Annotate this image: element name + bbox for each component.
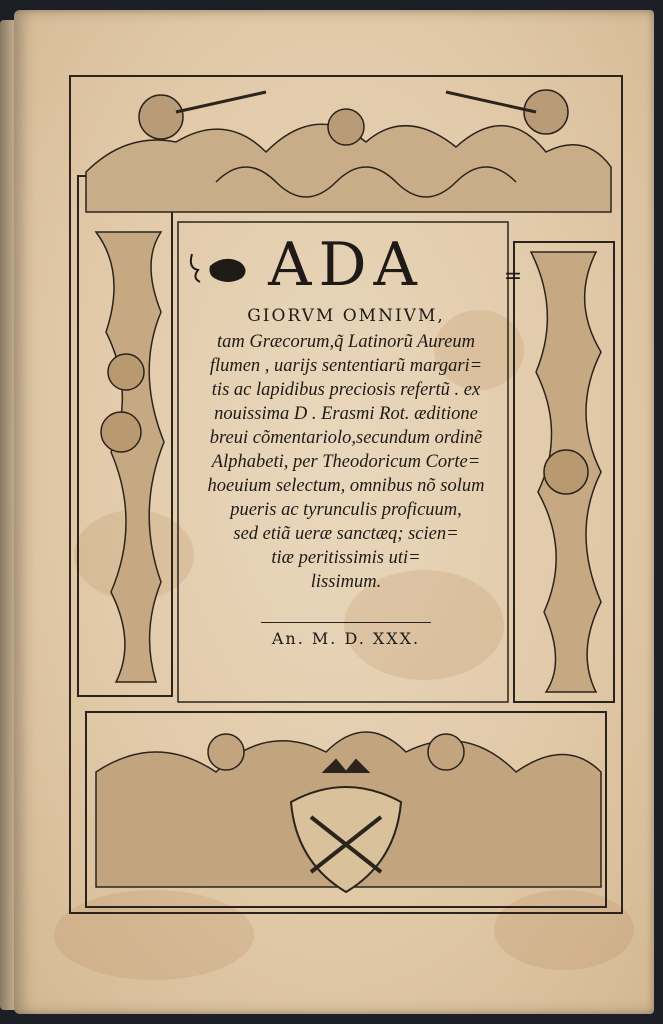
subtitle-line: tiæ peritissimis uti=	[271, 548, 421, 568]
subtitle-line: tis ac lapidibus preciosis refertũ . ex	[211, 380, 481, 400]
subtitle-line: nouissima D . Erasmi Rot. æditione	[214, 404, 478, 424]
subtitle-line: Alphabeti, per Theodoricum Corte=	[211, 452, 481, 472]
imprint-date: An. M. D. XXX.	[271, 629, 421, 648]
right-pillar	[531, 252, 601, 692]
subtitle-line: tam Græcorum,q̃ Latinorũ Aureum	[217, 332, 475, 352]
subtitle-line: flumen , uarijs sententiarũ margari=	[209, 356, 483, 376]
title-line	[186, 228, 523, 302]
title-continuation: GIORVM OMNIVM,	[247, 306, 445, 326]
title-text-block	[186, 228, 523, 698]
title-hyphen: =	[503, 264, 523, 289]
subtitle-line: breui cõmentariolo,secundum ordinẽ	[209, 428, 483, 448]
date-rule	[261, 622, 431, 623]
subtitle-line: hoeuium selectum, omnibus nõ solum	[207, 476, 485, 496]
subtitle-line: sed etiã ueræ sanctæq; scien=	[233, 524, 459, 544]
subtitle-line: lissimum.	[310, 572, 382, 592]
left-pillar	[96, 232, 164, 682]
fleuron-icon	[188, 248, 250, 288]
subtitle-line: pueris ac tyrunculis proficuum,	[230, 500, 462, 520]
top-frieze	[86, 90, 611, 212]
main-title: ADA	[268, 230, 424, 300]
